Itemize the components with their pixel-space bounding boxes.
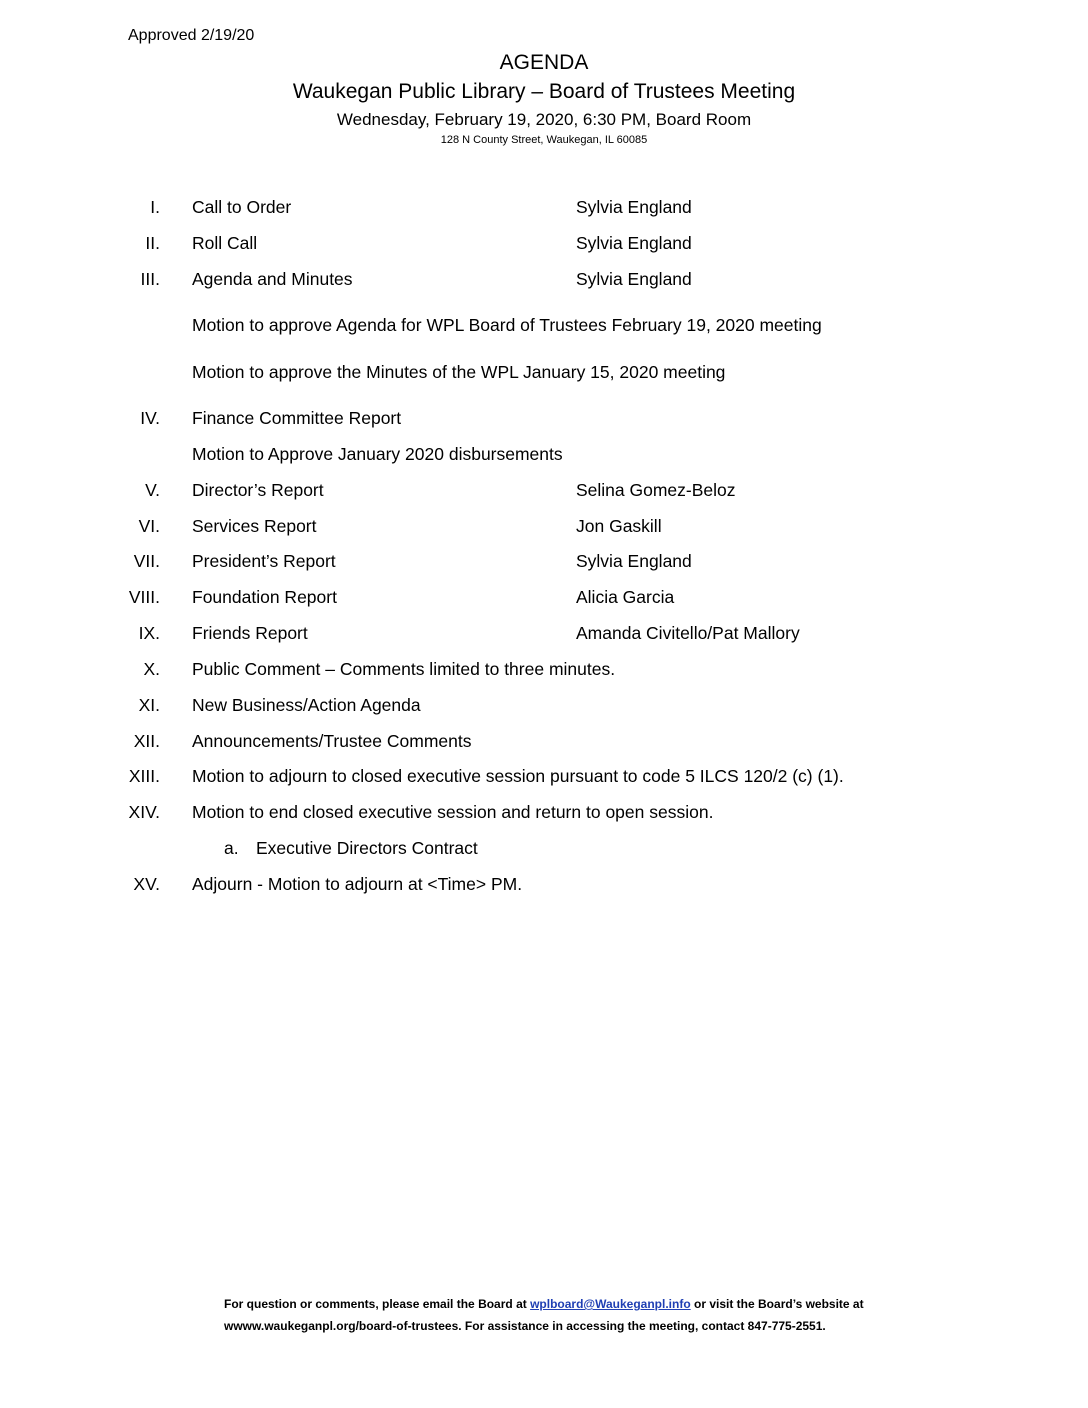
item-presenter: Amanda Civitello/Pat Mallory [576, 623, 800, 643]
subitem-letter: a. [224, 838, 239, 858]
meeting-name: Waukegan Public Library – Board of Trustees Meeting [292, 80, 796, 103]
item-title: Roll Call [192, 233, 258, 253]
item-presenter: Alicia Garcia [576, 587, 675, 607]
agenda-item [0, 551, 1088, 575]
item-presenter: Sylvia England [576, 551, 692, 571]
motion-approve-agenda: Motion to approve Agenda for WPL Board of Trustees February 19, 2020 meeting [192, 315, 822, 335]
item-presenter: Sylvia England [576, 233, 692, 253]
agenda-item [0, 766, 1088, 790]
item-number: IV. [140, 408, 160, 428]
item-number: X. [143, 659, 160, 679]
item-title: New Business/Action Agenda [192, 695, 421, 715]
footer-suffix: or visit the Board’s website at [690, 1297, 864, 1311]
item-title: Director’s Report [192, 480, 324, 500]
item-presenter: Selina Gomez-Beloz [576, 480, 736, 500]
item-title: Public Comment – Comments limited to three minutes. [192, 659, 616, 679]
footer-line-1 [224, 1293, 864, 1315]
agenda-item [0, 269, 1088, 293]
page-title: AGENDA [499, 51, 589, 74]
item-number: VII. [133, 551, 160, 571]
item-presenter: Jon Gaskill [576, 516, 662, 536]
agenda-item [0, 874, 1088, 898]
footer-prefix: For question or comments, please email the Board at [224, 1297, 531, 1311]
board-email-link[interactable]: wplboard@Waukeganpl.info [530, 1297, 691, 1311]
footer-line-2: wwww.waukeganpl.org/board-of-trustees. For assistance in accessing the meeting, contact 847-775-2551. [224, 1319, 826, 1333]
item-presenter: Sylvia England [576, 269, 692, 289]
item-number: XIII. [128, 766, 160, 786]
item-number: VIII. [128, 587, 160, 607]
agenda-item [0, 408, 1088, 432]
motion-approve-disbursements: Motion to Approve January 2020 disbursements [192, 444, 563, 464]
item-number: I. [150, 197, 160, 217]
agenda-item [0, 623, 1088, 647]
item-number: XIV. [128, 802, 160, 822]
item-presenter: Sylvia England [576, 197, 692, 217]
item-title: Services Report [192, 516, 317, 536]
meeting-date: Wednesday, February 19, 2020, 6:30 PM, Board Room [336, 110, 752, 129]
agenda-item [0, 695, 1088, 719]
agenda-item [0, 233, 1088, 257]
agenda-item [0, 731, 1088, 755]
item-number: VI. [138, 516, 160, 536]
item-title: Finance Committee Report [192, 408, 402, 428]
item-title: President’s Report [192, 551, 336, 571]
agenda-item [0, 802, 1088, 826]
agenda-item [0, 197, 1088, 221]
motion-approve-minutes: Motion to approve the Minutes of the WPL January 15, 2020 meeting [192, 362, 726, 382]
item-number: III. [140, 269, 160, 289]
item-title: Adjourn - Motion to adjourn at <Time> PM. [192, 874, 523, 894]
item-number: XI. [138, 695, 160, 715]
agenda-item [0, 659, 1088, 683]
agenda-item [0, 587, 1088, 611]
item-number: II. [145, 233, 160, 253]
meeting-address: 128 N County Street, Waukegan, IL 60085 [440, 134, 648, 146]
item-title: Announcements/Trustee Comments [192, 731, 472, 751]
item-number: IX. [138, 623, 160, 643]
agenda-item [0, 480, 1088, 504]
item-number: XII. [133, 731, 160, 751]
approved-stamp: Approved 2/19/20 [128, 27, 255, 44]
item-number: XV. [133, 874, 160, 894]
agenda-item [0, 516, 1088, 540]
item-title: Motion to end closed executive session and return to open session. [192, 802, 714, 822]
item-title: Motion to adjourn to closed executive session pursuant to code 5 ILCS 120/2 (c) (1). [192, 766, 844, 786]
item-title: Call to Order [192, 197, 292, 217]
item-title: Friends Report [192, 623, 308, 643]
footer-note [224, 1293, 864, 1337]
item-number: V. [145, 480, 160, 500]
item-title: Foundation Report [192, 587, 337, 607]
subitem-text: Executive Directors Contract [256, 838, 478, 858]
item-title: Agenda and Minutes [192, 269, 353, 289]
